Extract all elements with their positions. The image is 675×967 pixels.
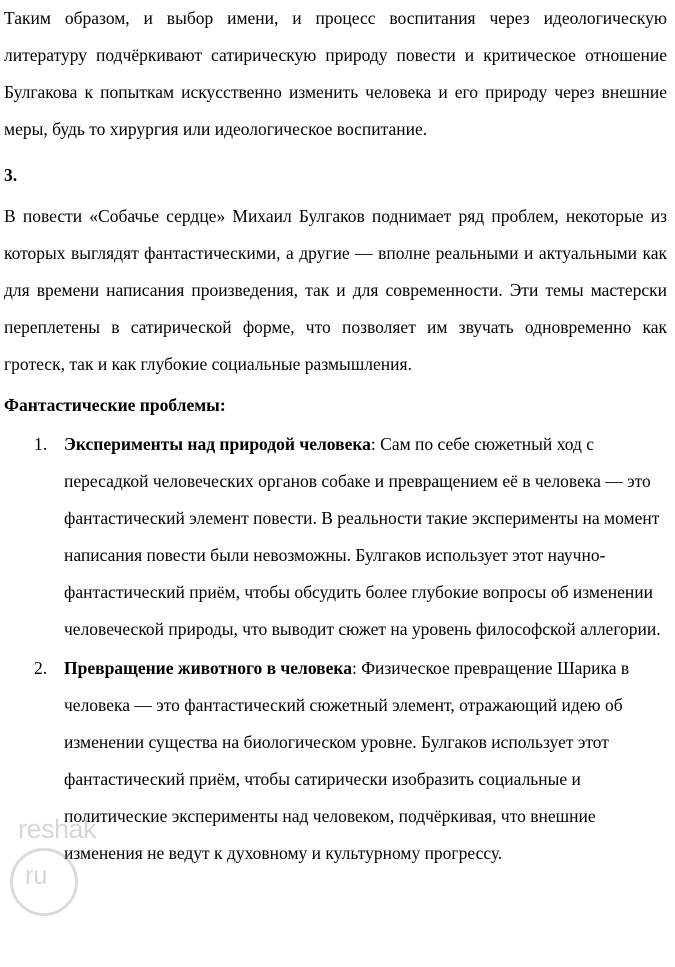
intro-paragraph: Таким образом, и выбор имени, и процесс воспитания через идеологическую литературу подчёркивают сатирическую природу повести и критическое отношение Булгакова к попыткам искусственно изменить человека и его природу через внешние меры, будь то хирургия или идеологическое воспитание. bbox=[4, 8, 667, 139]
list-item-bold-lead: Превращение животного в человека bbox=[64, 658, 352, 678]
list-item-content bbox=[64, 658, 629, 863]
list-item-content bbox=[64, 434, 661, 639]
section-number: 3. bbox=[4, 165, 18, 185]
list-item bbox=[4, 650, 667, 872]
list-item-body: : Физическое превращение Шарика в человека — это фантастический сюжетный элемент, отражающий идею об изменении существа на биологическом уровне. Булгаков использует этот фантастический приём, чтобы сатирически изобразить социальные и политические эксперименты над человеком, подчёркивая, что внешние изменения не ведут к духовному и культурному прогрессу. bbox=[64, 658, 630, 863]
list-item-marker: 1. bbox=[34, 434, 48, 454]
list-item-body: : Сам по себе сюжетный ход с пересадкой человеческих органов собаке и превращением её в человека — это фантастический элемент повести. В реальности такие эксперименты на момент написания повести были невозможны. Булгаков использует этот научно-фантастический приём, чтобы обсудить более глубокие вопросы об изменении человеческой природы, что выводит сюжет на уровень философской аллегории. bbox=[64, 434, 661, 639]
list-item bbox=[4, 426, 667, 648]
section-paragraph: В повести «Собачье сердце» Михаил Булгаков поднимает ряд проблем, некоторые из которых выглядят фантастическими, а другие — вполне реальными и актуальными как для времени написания произведения, так и для современности. Эти темы мастерски переплетены в сатирической форме, что позволяет им звучать одновременно как гротеск, так и как глубокие социальные размышления. bbox=[4, 206, 667, 374]
list-item-bold-lead: Эксперименты над природой человека bbox=[64, 434, 371, 454]
subheading-fantastic-problems: Фантастические проблемы: bbox=[4, 395, 226, 415]
watermark-text: reshak bbox=[18, 814, 97, 844]
watermark-subtext: ru bbox=[25, 862, 48, 890]
numbered-list bbox=[4, 426, 667, 872]
list-item-marker: 2. bbox=[34, 658, 48, 678]
